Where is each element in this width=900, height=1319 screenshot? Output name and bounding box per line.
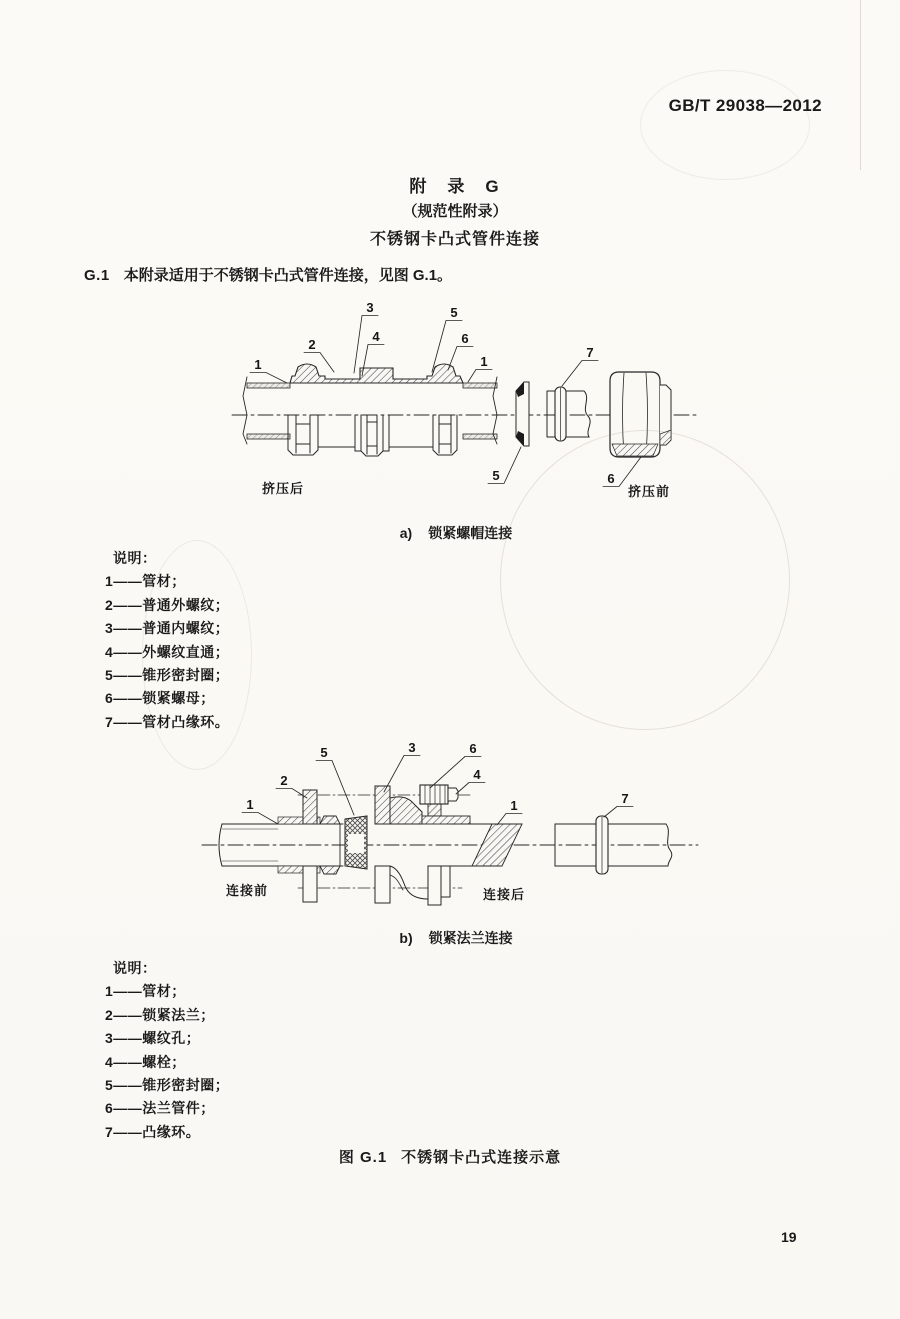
union-hex: [361, 415, 383, 456]
fitting-section: [290, 364, 463, 383]
technical-drawing-b: [200, 738, 700, 923]
legend-item: 4——外螺纹直通；: [105, 643, 230, 660]
diagram-locking-nut: [230, 297, 700, 515]
appendix-subtitle: （规范性附录）: [402, 203, 508, 220]
bolt: [420, 785, 448, 804]
fitting-bell: [390, 866, 428, 899]
state-after-connection: 连接后: [483, 887, 526, 902]
state-after-pressing: 挤压后: [262, 481, 305, 496]
drawing-b-geometry: [202, 756, 698, 906]
legend-item: 6——锁紧螺母；: [105, 690, 215, 707]
callout-1-left: 1: [254, 357, 262, 372]
callout-4: 4: [372, 329, 380, 344]
callout-6: 6: [469, 741, 477, 756]
state-before-pressing: 挤压前: [628, 484, 671, 499]
figure-caption-title: 不锈钢卡凸式连接示意: [401, 1149, 562, 1166]
scan-artifact: [640, 70, 810, 180]
legend-item: 7——凸缘环。: [105, 1123, 201, 1140]
legend-item: 1——管材；: [105, 573, 186, 590]
lock-nut-right: [433, 415, 457, 455]
caption-b: [0, 928, 900, 948]
legend-item: 7——管材凸缘环。: [105, 713, 230, 730]
clause-g1: [84, 264, 452, 285]
diagram-locking-flange: [200, 738, 700, 923]
callout-1-right: 1: [510, 798, 518, 813]
callout-6-top: 6: [461, 331, 469, 346]
legend-a: [105, 547, 229, 734]
callout-5-top: 5: [450, 305, 458, 320]
callout-2: 2: [280, 773, 288, 788]
fitting-flange-plate: [375, 786, 390, 824]
legend-item: 3——螺纹孔；: [105, 1030, 201, 1047]
caption-a-prefix: a): [399, 525, 413, 541]
pipe-wall: [247, 383, 290, 388]
callout-1-right: 1: [480, 354, 488, 369]
callout-7: 7: [586, 345, 594, 360]
appendix-title: 附 录 G: [409, 177, 501, 196]
legend-item: 2——锁紧法兰；: [105, 1006, 215, 1023]
legend-item: 3——普通内螺纹；: [105, 620, 230, 637]
legend-item: 6——法兰管件；: [105, 1100, 215, 1117]
legend-item: 4——螺栓；: [105, 1053, 186, 1070]
legend-b-heading: 说明：: [113, 960, 157, 976]
fitting-socket: [422, 816, 470, 824]
figure-caption: [0, 1146, 900, 1167]
caption-a: [0, 523, 900, 543]
callout-5: 5: [320, 745, 328, 760]
lock-nut-left: [288, 415, 318, 455]
legend-a-heading: 说明：: [113, 550, 157, 566]
legend-b: [105, 957, 229, 1144]
standard-code: GB/T 29038—2012: [668, 96, 822, 115]
callout-1-left: 1: [246, 797, 254, 812]
caption-b-title: 锁紧法兰连接: [428, 930, 513, 946]
callout-5-bottom: 5: [492, 468, 500, 483]
callout-6-bottom: 6: [607, 471, 615, 486]
bolt-nut: [448, 788, 458, 801]
clause-text: 本附录适用于不锈钢卡凸式管件连接，见图 G.1。: [123, 267, 453, 284]
locking-flange: [303, 790, 317, 824]
scan-artifact: [860, 0, 861, 170]
page-number: 19: [781, 1229, 797, 1245]
technical-drawing-a: [230, 297, 700, 515]
figure-caption-number: 图 G.1: [338, 1149, 388, 1166]
legend-item: 5——锥形密封圈；: [105, 667, 230, 684]
legend-item: 5——锥形密封圈；: [105, 1077, 230, 1094]
pipe-break-mark: [243, 377, 247, 444]
callout-3: 3: [408, 740, 416, 755]
legend-item: 2——普通外螺纹；: [105, 596, 230, 613]
callout-3: 3: [366, 300, 374, 315]
legend-item: 1——管材；: [105, 983, 186, 1000]
callout-4: 4: [473, 767, 481, 782]
state-before-connection: 连接前: [226, 883, 269, 898]
caption-b-prefix: b): [399, 930, 413, 946]
clause-number: G.1: [84, 267, 110, 284]
appendix-heading: 不锈钢卡凸式管件连接: [369, 231, 540, 248]
callout-2: 2: [308, 337, 316, 352]
fitting-body-section: [390, 797, 422, 824]
caption-a-title: 锁紧螺帽连接: [428, 525, 513, 541]
callout-7: 7: [621, 791, 629, 806]
pipe-flare: [320, 816, 340, 824]
